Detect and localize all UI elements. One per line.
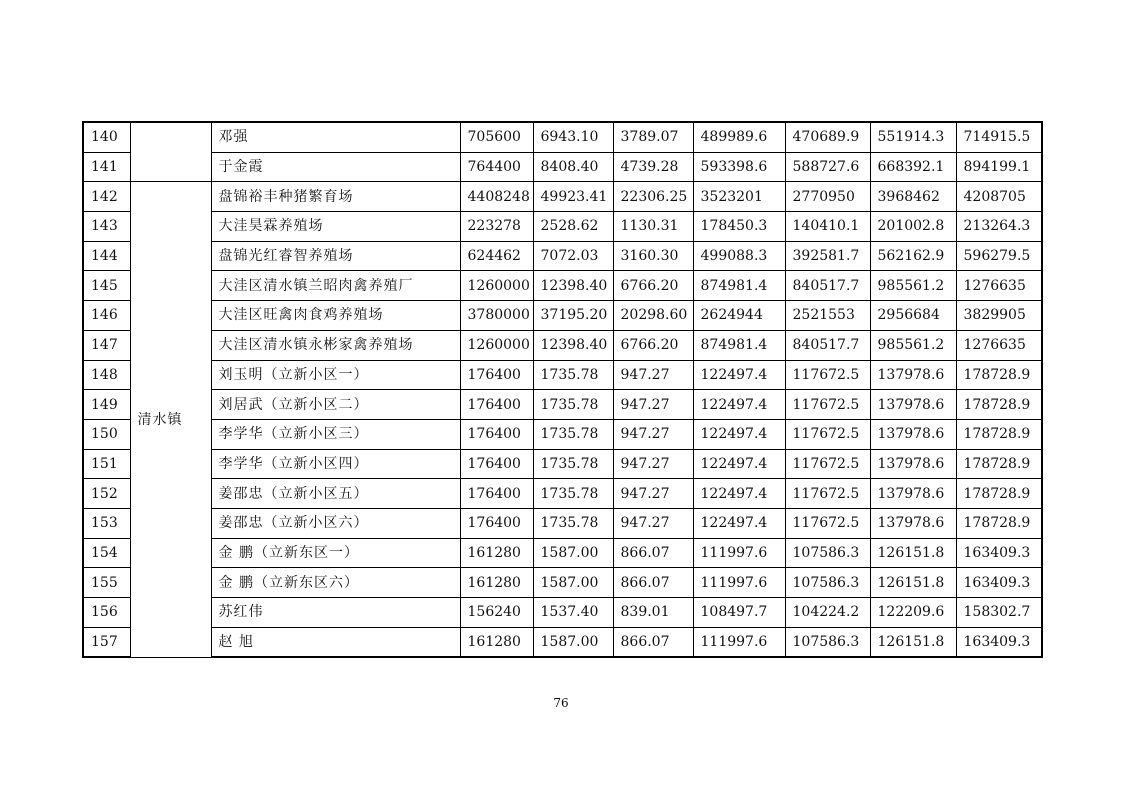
- value-cell-c2: 1587.00: [533, 568, 613, 598]
- value-cell-c1: 176400: [460, 479, 533, 509]
- value-cell-c2: 12398.40: [533, 330, 613, 360]
- value-cell-c1: 705600: [460, 122, 533, 152]
- entity-name-cell: 李学华（立新小区四）: [211, 449, 460, 479]
- value-cell-c7: 1276635: [956, 330, 1042, 360]
- value-cell-c3: 20298.60: [613, 301, 693, 331]
- value-cell-c7: 714915.5: [956, 122, 1042, 152]
- value-cell-c5: 107586.3: [785, 538, 870, 568]
- value-cell-c5: 117672.5: [785, 390, 870, 420]
- value-cell-c6: 985561.2: [870, 271, 956, 301]
- value-cell-c3: 4739.28: [613, 152, 693, 182]
- town-cell-empty: [130, 122, 211, 182]
- row-number-cell: 142: [83, 182, 130, 212]
- value-cell-c2: 1537.40: [533, 598, 613, 628]
- value-cell-c7: 178728.9: [956, 508, 1042, 538]
- row-number-cell: 156: [83, 598, 130, 628]
- value-cell-c3: 866.07: [613, 568, 693, 598]
- value-cell-c5: 117672.5: [785, 419, 870, 449]
- table-row: [83, 419, 1042, 449]
- table-row: [83, 538, 1042, 568]
- value-cell-c5: 107586.3: [785, 568, 870, 598]
- entity-name-cell: 苏红伟: [211, 598, 460, 628]
- value-cell-c3: 1130.31: [613, 212, 693, 242]
- value-cell-c1: 176400: [460, 508, 533, 538]
- value-cell-c1: 161280: [460, 568, 533, 598]
- value-cell-c1: 3780000: [460, 301, 533, 331]
- table-row: [83, 598, 1042, 628]
- value-cell-c5: 470689.9: [785, 122, 870, 152]
- value-cell-c6: 668392.1: [870, 152, 956, 182]
- row-number-cell: 140: [83, 122, 130, 152]
- value-cell-c1: 4408248: [460, 182, 533, 212]
- value-cell-c5: 2521553: [785, 301, 870, 331]
- value-cell-c6: 137978.6: [870, 390, 956, 420]
- value-cell-c2: 7072.03: [533, 241, 613, 271]
- value-cell-c6: 126151.8: [870, 627, 956, 657]
- value-cell-c4: 111997.6: [693, 627, 785, 657]
- entity-name-cell: 赵 旭: [211, 627, 460, 657]
- table-row: [83, 301, 1042, 331]
- value-cell-c2: 8408.40: [533, 152, 613, 182]
- value-cell-c6: 201002.8: [870, 212, 956, 242]
- row-number-cell: 144: [83, 241, 130, 271]
- row-number-cell: 157: [83, 627, 130, 657]
- value-cell-c7: 894199.1: [956, 152, 1042, 182]
- value-cell-c6: 126151.8: [870, 538, 956, 568]
- row-number-cell: 149: [83, 390, 130, 420]
- value-cell-c2: 6943.10: [533, 122, 613, 152]
- data-table: [82, 121, 1043, 658]
- value-cell-c2: 1587.00: [533, 538, 613, 568]
- value-cell-c2: 1735.78: [533, 360, 613, 390]
- page-number: 76: [553, 696, 569, 710]
- row-number-cell: 145: [83, 271, 130, 301]
- value-cell-c1: 176400: [460, 360, 533, 390]
- value-cell-c7: 4208705: [956, 182, 1042, 212]
- table-row: [83, 330, 1042, 360]
- value-cell-c6: 137978.6: [870, 419, 956, 449]
- value-cell-c1: 176400: [460, 390, 533, 420]
- table-row: [83, 449, 1042, 479]
- table-row: [83, 212, 1042, 242]
- entity-name-cell: 刘玉明（立新小区一）: [211, 360, 460, 390]
- value-cell-c6: 3968462: [870, 182, 956, 212]
- value-cell-c3: 6766.20: [613, 330, 693, 360]
- value-cell-c7: 178728.9: [956, 390, 1042, 420]
- value-cell-c5: 392581.7: [785, 241, 870, 271]
- row-number-cell: 153: [83, 508, 130, 538]
- value-cell-c5: 840517.7: [785, 271, 870, 301]
- value-cell-c2: 1587.00: [533, 627, 613, 657]
- entity-name-cell: 大洼区清水镇兰昭肉禽养殖厂: [211, 271, 460, 301]
- value-cell-c6: 137978.6: [870, 449, 956, 479]
- value-cell-c7: 596279.5: [956, 241, 1042, 271]
- table-row: [83, 271, 1042, 301]
- table-row: [83, 182, 1042, 212]
- value-cell-c7: 178728.9: [956, 419, 1042, 449]
- value-cell-c6: 126151.8: [870, 568, 956, 598]
- row-number-cell: 150: [83, 419, 130, 449]
- value-cell-c6: 985561.2: [870, 330, 956, 360]
- value-cell-c5: 588727.6: [785, 152, 870, 182]
- value-cell-c3: 22306.25: [613, 182, 693, 212]
- row-number-cell: 155: [83, 568, 130, 598]
- value-cell-c2: 49923.41: [533, 182, 613, 212]
- value-cell-c7: 158302.7: [956, 598, 1042, 628]
- value-cell-c2: 1735.78: [533, 479, 613, 509]
- value-cell-c5: 107586.3: [785, 627, 870, 657]
- entity-name-cell: 金 鹏（立新东区一）: [211, 538, 460, 568]
- value-cell-c6: 2956684: [870, 301, 956, 331]
- value-cell-c7: 163409.3: [956, 568, 1042, 598]
- value-cell-c5: 117672.5: [785, 479, 870, 509]
- value-cell-c7: 213264.3: [956, 212, 1042, 242]
- value-cell-c1: 624462: [460, 241, 533, 271]
- value-cell-c4: 499088.3: [693, 241, 785, 271]
- value-cell-c1: 156240: [460, 598, 533, 628]
- value-cell-c4: 122497.4: [693, 449, 785, 479]
- value-cell-c3: 3789.07: [613, 122, 693, 152]
- value-cell-c5: 117672.5: [785, 449, 870, 479]
- value-cell-c4: 874981.4: [693, 330, 785, 360]
- town-cell: 清水镇: [130, 182, 211, 658]
- value-cell-c3: 947.27: [613, 419, 693, 449]
- value-cell-c3: 947.27: [613, 449, 693, 479]
- row-number-cell: 151: [83, 449, 130, 479]
- entity-name-cell: 金 鹏（立新东区六）: [211, 568, 460, 598]
- entity-name-cell: 大洼昊霖养殖场: [211, 212, 460, 242]
- table-row: [83, 390, 1042, 420]
- value-cell-c7: 178728.9: [956, 360, 1042, 390]
- value-cell-c4: 489989.6: [693, 122, 785, 152]
- value-cell-c7: 3829905: [956, 301, 1042, 331]
- table-row: [83, 508, 1042, 538]
- value-cell-c6: 562162.9: [870, 241, 956, 271]
- value-cell-c4: 2624944: [693, 301, 785, 331]
- value-cell-c3: 3160.30: [613, 241, 693, 271]
- value-cell-c3: 839.01: [613, 598, 693, 628]
- value-cell-c6: 551914.3: [870, 122, 956, 152]
- entity-name-cell: 李学华（立新小区三）: [211, 419, 460, 449]
- value-cell-c6: 122209.6: [870, 598, 956, 628]
- value-cell-c3: 6766.20: [613, 271, 693, 301]
- value-cell-c7: 163409.3: [956, 627, 1042, 657]
- table-row: [83, 568, 1042, 598]
- value-cell-c2: 1735.78: [533, 508, 613, 538]
- value-cell-c4: 874981.4: [693, 271, 785, 301]
- value-cell-c2: 12398.40: [533, 271, 613, 301]
- row-number-cell: 147: [83, 330, 130, 360]
- value-cell-c5: 840517.7: [785, 330, 870, 360]
- value-cell-c5: 117672.5: [785, 360, 870, 390]
- value-cell-c6: 137978.6: [870, 360, 956, 390]
- table-row: [83, 152, 1042, 182]
- value-cell-c3: 947.27: [613, 479, 693, 509]
- value-cell-c6: 137978.6: [870, 479, 956, 509]
- value-cell-c5: 140410.1: [785, 212, 870, 242]
- value-cell-c3: 866.07: [613, 627, 693, 657]
- value-cell-c1: 223278: [460, 212, 533, 242]
- value-cell-c2: 1735.78: [533, 419, 613, 449]
- value-cell-c4: 122497.4: [693, 508, 785, 538]
- value-cell-c2: 1735.78: [533, 449, 613, 479]
- value-cell-c3: 947.27: [613, 508, 693, 538]
- value-cell-c1: 764400: [460, 152, 533, 182]
- value-cell-c4: 122497.4: [693, 360, 785, 390]
- entity-name-cell: 大洼区旺禽肉食鸡养殖场: [211, 301, 460, 331]
- row-number-cell: 154: [83, 538, 130, 568]
- value-cell-c4: 3523201: [693, 182, 785, 212]
- value-cell-c1: 1260000: [460, 330, 533, 360]
- value-cell-c4: 122497.4: [693, 419, 785, 449]
- table-row: [83, 360, 1042, 390]
- row-number-cell: 148: [83, 360, 130, 390]
- value-cell-c3: 947.27: [613, 360, 693, 390]
- value-cell-c1: 161280: [460, 627, 533, 657]
- entity-name-cell: 姜邵忠（立新小区五）: [211, 479, 460, 509]
- value-cell-c7: 163409.3: [956, 538, 1042, 568]
- value-cell-c4: 122497.4: [693, 479, 785, 509]
- value-cell-c7: 178728.9: [956, 449, 1042, 479]
- value-cell-c2: 37195.20: [533, 301, 613, 331]
- value-cell-c4: 178450.3: [693, 212, 785, 242]
- table-row: [83, 122, 1042, 152]
- value-cell-c7: 1276635: [956, 271, 1042, 301]
- value-cell-c4: 111997.6: [693, 568, 785, 598]
- value-cell-c5: 117672.5: [785, 508, 870, 538]
- value-cell-c1: 1260000: [460, 271, 533, 301]
- value-cell-c3: 866.07: [613, 538, 693, 568]
- table-row: [83, 241, 1042, 271]
- entity-name-cell: 大洼区清水镇永彬家禽养殖场: [211, 330, 460, 360]
- entity-name-cell: 盘锦裕丰种猪繁育场: [211, 182, 460, 212]
- value-cell-c2: 1735.78: [533, 390, 613, 420]
- entity-name-cell: 盘锦光红睿智养殖场: [211, 241, 460, 271]
- value-cell-c4: 122497.4: [693, 390, 785, 420]
- entity-name-cell: 于金霞: [211, 152, 460, 182]
- table-body: [83, 122, 1042, 657]
- value-cell-c1: 161280: [460, 538, 533, 568]
- value-cell-c7: 178728.9: [956, 479, 1042, 509]
- row-number-cell: 152: [83, 479, 130, 509]
- value-cell-c2: 2528.62: [533, 212, 613, 242]
- value-cell-c4: 593398.6: [693, 152, 785, 182]
- value-cell-c3: 947.27: [613, 390, 693, 420]
- entity-name-cell: 刘居武（立新小区二）: [211, 390, 460, 420]
- entity-name-cell: 邓强: [211, 122, 460, 152]
- row-number-cell: 146: [83, 301, 130, 331]
- value-cell-c1: 176400: [460, 449, 533, 479]
- entity-name-cell: 姜邵忠（立新小区六）: [211, 508, 460, 538]
- value-cell-c5: 2770950: [785, 182, 870, 212]
- row-number-cell: 143: [83, 212, 130, 242]
- table-row: [83, 479, 1042, 509]
- value-cell-c4: 108497.7: [693, 598, 785, 628]
- table-row: [83, 627, 1042, 657]
- value-cell-c4: 111997.6: [693, 538, 785, 568]
- row-number-cell: 141: [83, 152, 130, 182]
- value-cell-c1: 176400: [460, 419, 533, 449]
- value-cell-c5: 104224.2: [785, 598, 870, 628]
- value-cell-c6: 137978.6: [870, 508, 956, 538]
